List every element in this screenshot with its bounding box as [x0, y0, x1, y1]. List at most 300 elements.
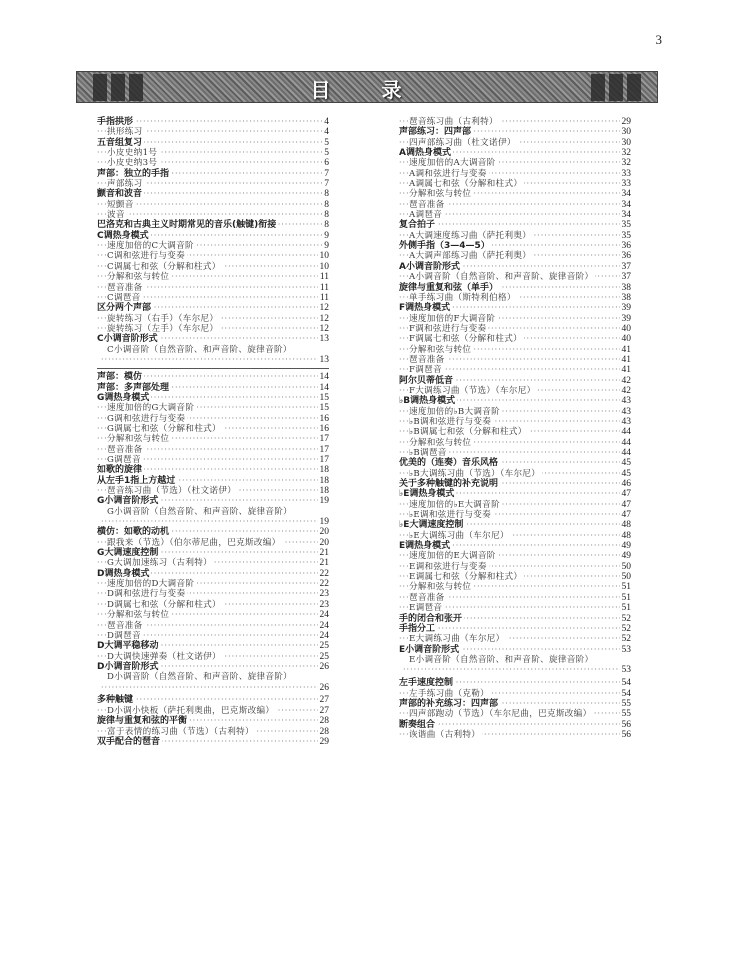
- toc-entry-page: 41: [621, 354, 631, 365]
- toc-entry[interactable]: [97, 672, 329, 682]
- toc-entry[interactable]: [399, 709, 631, 719]
- toc-entry-page: 47: [621, 499, 631, 510]
- toc-entry-page: 49: [621, 551, 631, 562]
- toc-entry-page: 33: [621, 179, 631, 190]
- toc-entry[interactable]: [97, 345, 329, 355]
- toc-entry[interactable]: [399, 407, 631, 417]
- toc-entry[interactable]: [399, 603, 631, 613]
- toc-entry[interactable]: [97, 548, 329, 558]
- toc-entry[interactable]: [399, 324, 631, 334]
- toc-entry[interactable]: [97, 414, 329, 424]
- toc-entry[interactable]: [97, 169, 329, 179]
- toc-entry-title: 旋转练习（右手）（车尔尼）: [107, 313, 219, 324]
- toc-entry-page: 7: [324, 179, 329, 190]
- toc-entry-title: 琶音准备: [107, 620, 143, 631]
- toc-entry[interactable]: [399, 438, 631, 448]
- toc-entry[interactable]: [97, 324, 329, 334]
- toc-entry-page: 27: [319, 694, 329, 705]
- toc-entry-page: 50: [621, 572, 631, 583]
- toc-entry[interactable]: [97, 527, 329, 537]
- toc-entry[interactable]: [97, 117, 329, 127]
- toc-entry[interactable]: [97, 455, 329, 465]
- toc-entry[interactable]: [97, 641, 329, 651]
- toc-entry-page: 19: [319, 517, 329, 528]
- toc-entry[interactable]: [97, 579, 329, 589]
- toc-entry-title: 声部的补充练习：四声部: [399, 698, 499, 709]
- toc-entry-page: 39: [621, 313, 631, 324]
- toc-entry-page: 44: [621, 437, 631, 448]
- toc-entry[interactable]: [399, 417, 631, 427]
- toc-entry-title: 声部：独立的手指: [97, 168, 170, 179]
- toc-entry[interactable]: [399, 231, 631, 241]
- toc-entry-title: F调琶音: [409, 365, 442, 376]
- toc-entry-page: 15: [319, 392, 329, 403]
- toc-entry-page: 53: [621, 644, 631, 655]
- toc-entry-page: 13: [319, 334, 329, 345]
- toc-left-column: [97, 117, 329, 747]
- toc-entry[interactable]: [97, 589, 329, 599]
- toc-entry[interactable]: [399, 293, 631, 303]
- toc-entry[interactable]: [399, 376, 631, 386]
- toc-entry[interactable]: [399, 510, 631, 520]
- toc-entry[interactable]: [97, 706, 329, 716]
- toc-entry-title: 颤音和波音: [97, 189, 143, 200]
- toc-entry-title: 诙谐曲（古利特）: [409, 729, 481, 740]
- toc-entry-title: 琶音练习曲（节选）（杜文诺伊）: [107, 486, 237, 497]
- toc-entry-page: 38: [621, 292, 631, 303]
- toc-entry[interactable]: [97, 631, 329, 641]
- toc-entry[interactable]: [399, 448, 631, 458]
- toc-entry-page: 27: [319, 705, 329, 716]
- toc-entry[interactable]: [97, 538, 329, 548]
- toc-entry-page: 47: [621, 489, 631, 500]
- toc-entry-title: 五音组复习: [97, 137, 143, 148]
- toc-entry[interactable]: [399, 303, 631, 313]
- toc-entry[interactable]: [97, 262, 329, 272]
- toc-entry-title: F大调练习曲（节选）（车尔尼）: [409, 385, 536, 396]
- toc-entry[interactable]: [97, 200, 329, 210]
- toc-entry[interactable]: [97, 283, 329, 293]
- toc-entry[interactable]: [97, 737, 329, 747]
- toc-entry-title: 声部练习：四声部: [399, 127, 472, 138]
- toc-entry-page: 32: [621, 158, 631, 169]
- toc-entry-page: 11: [319, 282, 329, 293]
- toc-entry-page: 24: [319, 620, 329, 631]
- toc-entry[interactable]: [97, 158, 329, 168]
- toc-entry-page: 55: [621, 709, 631, 720]
- toc-entry-page: 18: [319, 486, 329, 497]
- toc-entry-title: 旋律与重复和弦的平衡: [97, 716, 188, 727]
- toc-entry-page: 52: [621, 634, 631, 645]
- toc-entry-title: 手指分工: [399, 623, 436, 634]
- toc-entry-page: 9: [324, 230, 329, 241]
- toc-entry[interactable]: [399, 634, 631, 644]
- toc-entry[interactable]: [97, 334, 329, 344]
- toc-entry[interactable]: [97, 716, 329, 726]
- toc-entry-title: 分解和弦与转位: [409, 344, 472, 355]
- toc-entry[interactable]: [399, 551, 631, 561]
- dot-leader: [97, 210, 329, 220]
- toc-entry[interactable]: [97, 445, 329, 455]
- toc-entry[interactable]: [399, 241, 631, 251]
- toc-entry-page: 12: [319, 303, 329, 314]
- toc-entry[interactable]: [97, 683, 329, 693]
- toc-entry-title: G小调音阶形式: [97, 496, 159, 507]
- toc-entry[interactable]: [97, 486, 329, 496]
- toc-entry[interactable]: [399, 689, 631, 699]
- toc-entry[interactable]: [97, 179, 329, 189]
- toc-entry-page: 11: [319, 292, 329, 303]
- toc-entry[interactable]: [97, 517, 329, 527]
- toc-entry[interactable]: [399, 138, 631, 148]
- toc-entry[interactable]: [399, 262, 631, 272]
- toc-entry-page: 51: [621, 592, 631, 603]
- toc-entry-title: G大调加速练习（古利特）: [107, 558, 212, 569]
- toc-entry-title: 左手速度控制: [399, 677, 454, 688]
- toc-entry[interactable]: [399, 127, 631, 137]
- toc-entry-page: 33: [621, 168, 631, 179]
- toc-entry-title: E小调音阶（自然音阶、和声音阶、旋律音阶）: [409, 654, 594, 665]
- toc-entry[interactable]: [399, 148, 631, 158]
- toc-entry-page: 51: [621, 603, 631, 614]
- toc-entry-title: ♭B调和弦进行与变奏: [409, 416, 492, 427]
- toc-entry[interactable]: [97, 127, 329, 137]
- toc-entry-page: 8: [324, 199, 329, 210]
- toc-entry-title: ♭E大调练习曲（车尔尼）: [409, 530, 509, 541]
- toc-entry[interactable]: [97, 693, 329, 706]
- page-number: 3: [655, 32, 662, 47]
- toc-entry-title: 外侧手指（3—4—5）: [399, 241, 490, 252]
- toc-entry[interactable]: [97, 621, 329, 631]
- toc-entry-page: 6: [324, 158, 329, 169]
- toc-entry[interactable]: [399, 427, 631, 437]
- toc-entry-title: 分解和弦与转位: [409, 437, 472, 448]
- toc-entry-title: A小调音阶形式: [399, 261, 460, 272]
- toc-entry[interactable]: [399, 458, 631, 468]
- toc-entry-page: 19: [319, 496, 329, 507]
- toc-entry[interactable]: [399, 251, 631, 261]
- toc-entry-page: 56: [621, 719, 631, 730]
- toc-entry-title: 手指拱形: [97, 117, 134, 127]
- dot-leader: [101, 355, 329, 365]
- toc-entry[interactable]: [399, 334, 631, 344]
- toc-entry-page: 8: [324, 210, 329, 221]
- toc-entry[interactable]: [399, 272, 631, 282]
- toc-entry-page: 55: [621, 698, 631, 709]
- toc-entry-page: 21: [319, 548, 329, 559]
- toc-entry-page: 5: [324, 148, 329, 159]
- toc-entry-page: 51: [621, 582, 631, 593]
- toc-entry-title: 声部：多声部处理: [97, 382, 170, 393]
- toc-entry-title: 速度加倍的F大调音阶: [409, 313, 496, 324]
- toc-entry[interactable]: [97, 272, 329, 282]
- toc-entry-title: 横仿：如歌的动机: [97, 527, 170, 538]
- toc-entry-title: D大调快速弹奏（杜文诺伊）: [107, 651, 221, 662]
- toc-entry-page: 43: [621, 396, 631, 407]
- toc-entry-page: 36: [621, 241, 631, 252]
- toc-entry-title: ♭B调热身模式: [399, 396, 456, 407]
- toc-entry-page: 29: [319, 736, 329, 747]
- toc-entry[interactable]: [399, 500, 631, 510]
- toc-right-column: [399, 117, 631, 740]
- toc-entry-title: 复合拍子: [399, 220, 436, 231]
- toc-entry-title: 分解和弦与转位: [409, 582, 472, 593]
- toc-entry[interactable]: [399, 593, 631, 603]
- toc-entry[interactable]: [97, 293, 329, 303]
- toc-entry[interactable]: [399, 345, 631, 355]
- toc-entry-page: 15: [319, 403, 329, 414]
- toc-entry-page: 22: [319, 568, 329, 579]
- toc-entry[interactable]: [97, 662, 329, 672]
- toc-entry-page: 14: [319, 382, 329, 393]
- toc-entry-page: 54: [621, 677, 631, 688]
- toc-entry[interactable]: [97, 403, 329, 413]
- toc-entry-page: 52: [621, 623, 631, 634]
- toc-entry-title: C调和弦进行与变奏: [107, 251, 186, 262]
- toc-entry-page: 25: [319, 651, 329, 662]
- toc-entry[interactable]: [97, 558, 329, 568]
- toc-entry-page: 28: [319, 726, 329, 737]
- toc-entry-title: A大调声部练习曲（萨托利奥）: [409, 251, 532, 262]
- toc-entry-title: 如歌的旋律: [97, 465, 143, 476]
- toc-entry[interactable]: [97, 496, 329, 506]
- toc-entry-page: 17: [319, 455, 329, 465]
- toc-entry-page: 34: [621, 199, 631, 210]
- toc-entry-title: 速度加倍的♭E大调音阶: [409, 499, 500, 510]
- toc-entry[interactable]: [399, 730, 631, 740]
- toc-entry-title: 四声部跑动（节选）（车尔尼曲，巴克斯改编）: [409, 709, 592, 720]
- toc-entry-page: 37: [621, 261, 631, 272]
- toc-entry-page: 35: [621, 230, 631, 241]
- dot-leader: [101, 683, 329, 693]
- toc-entry[interactable]: [399, 365, 631, 375]
- toc-entry-title: 速度加倍的E大调音阶: [409, 551, 496, 562]
- toc-entry-page: 53: [621, 665, 631, 676]
- toc-entry-page: 16: [319, 423, 329, 434]
- toc-entry-page: 44: [621, 427, 631, 438]
- toc-entry[interactable]: [97, 210, 329, 220]
- toc-entry-title: ♭E大调速度控制: [399, 520, 464, 531]
- toc-entry[interactable]: [97, 434, 329, 444]
- toc-entry[interactable]: [97, 600, 329, 610]
- toc-entry[interactable]: [399, 283, 631, 293]
- toc-entry[interactable]: [399, 355, 631, 365]
- toc-entry-page: 28: [319, 716, 329, 727]
- toc-entry[interactable]: [399, 220, 631, 230]
- toc-entry-page: 7: [324, 168, 329, 179]
- toc-entry-page: 18: [319, 475, 329, 486]
- toc-entry[interactable]: [97, 231, 329, 241]
- toc-entry[interactable]: [97, 424, 329, 434]
- toc-entry-page: 5: [324, 137, 329, 148]
- toc-entry-page: 38: [621, 282, 631, 293]
- toc-entry-title: E调属七和弦（分解和柱式）: [409, 572, 523, 583]
- toc-entry-title: ♭B调琶音: [409, 448, 447, 458]
- toc-entry-title: 速度加倍的C大调音阶: [107, 241, 194, 252]
- toc-entry-title: 双手配合的琶音: [97, 736, 161, 747]
- toc-entry-title: 手的闭合和张开: [399, 613, 463, 624]
- toc-entry-page: 37: [621, 272, 631, 283]
- toc-entry[interactable]: [399, 158, 631, 168]
- toc-entry-title: D调和弦进行与变奏: [107, 589, 186, 600]
- toc-entry-page: 30: [621, 137, 631, 148]
- toc-entry-title: 声部：模仿: [97, 372, 143, 383]
- toc-entry-title: D调属七和弦（分解和柱式）: [107, 599, 221, 610]
- toc-entry[interactable]: [399, 469, 631, 479]
- toc-entry-title: 左手练习曲（克勒）: [409, 688, 490, 699]
- toc-entry[interactable]: [399, 624, 631, 634]
- toc-entry-title: D大调平稳移动: [97, 641, 159, 652]
- toc-entry-title: 巴洛克和古典主义时期常见的音乐(触键)衔接: [97, 220, 277, 231]
- toc-entry[interactable]: [399, 531, 631, 541]
- toc-entry[interactable]: [399, 386, 631, 396]
- toc-entry[interactable]: [97, 251, 329, 261]
- toc-entry[interactable]: [97, 303, 329, 313]
- toc-entry-title: A调琶音: [409, 210, 443, 221]
- toc-entry-title: D调琶音: [107, 630, 141, 641]
- toc-entry-page: 26: [319, 682, 329, 693]
- toc-entry-title: G大调速度控制: [97, 548, 159, 559]
- toc-entry-title: ♭E调和弦进行与变奏: [409, 510, 492, 521]
- toc-entry-title: 波音: [107, 210, 125, 221]
- toc-entry-page: 43: [621, 416, 631, 427]
- toc-entry[interactable]: [97, 314, 329, 324]
- toc-entry-title: G调热身模式: [97, 392, 150, 403]
- toc-entry[interactable]: [97, 383, 329, 393]
- toc-entry-page: 17: [319, 434, 329, 445]
- toc-entry[interactable]: [97, 393, 329, 403]
- toc-entry-title: F调属七和弦（分解和柱式）: [409, 334, 522, 345]
- toc-entry-title: 拱形练习: [107, 127, 143, 138]
- toc-entry-title: E调和弦进行与变奏: [409, 561, 487, 572]
- toc-entry-page: 32: [621, 148, 631, 159]
- toc-entry[interactable]: [399, 699, 631, 709]
- toc-entry-page: 17: [319, 444, 329, 455]
- toc-entry[interactable]: [97, 241, 329, 251]
- toc-entry-page: 16: [319, 413, 329, 424]
- toc-entry-page: 13: [319, 354, 329, 365]
- toc-entry-page: 22: [319, 579, 329, 590]
- toc-entry-title: 声部练习: [107, 179, 143, 190]
- toc-entry[interactable]: [97, 507, 329, 517]
- toc-entry-page: 41: [621, 344, 631, 355]
- toc-entry-title: 多种触键: [97, 694, 134, 705]
- toc-entry[interactable]: [399, 520, 631, 530]
- toc-entry-title: E大调练习曲（车尔尼）: [409, 634, 505, 645]
- toc-entry-title: F调和弦进行与变奏: [409, 323, 487, 334]
- toc-entry[interactable]: [97, 569, 329, 579]
- toc-entry-page: 20: [319, 537, 329, 548]
- toc-entry[interactable]: [399, 614, 631, 624]
- toc-entry[interactable]: [97, 652, 329, 662]
- toc-entry-title: 区分两个声部: [97, 303, 152, 314]
- toc-entry-title: A大调速度练习曲（萨托利奥）: [409, 230, 532, 241]
- toc-entry-title: 速度加倍的G大调音阶: [107, 403, 195, 414]
- toc-entry[interactable]: [399, 314, 631, 324]
- toc-entry-page: 36: [621, 251, 631, 262]
- toc-entry-title: ♭E调热身模式: [399, 489, 455, 500]
- toc-entry-title: G调和弦进行与变奏: [107, 413, 186, 424]
- toc-entry[interactable]: [97, 372, 329, 382]
- toc-entry[interactable]: [399, 676, 631, 689]
- toc-entry-title: F调热身模式: [399, 303, 451, 314]
- toc-entry-title: E调热身模式: [399, 541, 451, 552]
- toc-entry[interactable]: [399, 210, 631, 220]
- toc-entry[interactable]: [399, 572, 631, 582]
- toc-entry[interactable]: [97, 148, 329, 158]
- toc-entry-page: 23: [319, 589, 329, 600]
- toc-entry-page: 21: [319, 558, 329, 569]
- toc-entry-title: 琶音准备: [409, 592, 445, 603]
- toc-entry[interactable]: [399, 117, 631, 127]
- toc-entry[interactable]: [399, 200, 631, 210]
- toc-entry-title: 速度加倍的D大调音阶: [107, 579, 195, 590]
- toc-entry-title: E调琶音: [409, 603, 443, 614]
- toc-entry[interactable]: [399, 582, 631, 592]
- toc-entry[interactable]: [399, 396, 631, 406]
- toc-entry[interactable]: [399, 645, 631, 655]
- toc-entry-title: D小调音阶（自然音阶、和声音阶、旋律音阶）: [107, 672, 293, 683]
- toc-entry-page: 42: [621, 385, 631, 396]
- toc-entry-title: A调和弦进行与变奏: [409, 168, 487, 179]
- toc-entry-title: 速度加倍的♭B大调音阶: [409, 406, 501, 417]
- toc-entry[interactable]: [97, 610, 329, 620]
- toc-entry-title: A小调音阶（自然音阶、和声音阶、旋律音阶）: [409, 272, 594, 283]
- toc-entry-page: 12: [319, 323, 329, 334]
- toc-entry-title: ♭B大调练习曲（节选）（车尔尼）: [409, 468, 541, 479]
- toc-entry-title: 分解和弦与转位: [409, 189, 472, 200]
- toc-entry-page: 45: [621, 458, 631, 469]
- toc-entry[interactable]: [399, 541, 631, 551]
- toc-entry-page: 26: [319, 661, 329, 672]
- toc-entry[interactable]: [399, 665, 631, 675]
- toc-entry-title: 断奏组合: [399, 719, 436, 730]
- toc-entry[interactable]: [97, 189, 329, 199]
- toc-entry[interactable]: [399, 489, 631, 499]
- toc-entry[interactable]: [97, 355, 329, 365]
- toc-entry-page: 10: [319, 261, 329, 272]
- toc-entry[interactable]: [399, 479, 631, 489]
- toc-entry-title: A调属七和弦（分解和柱式）: [409, 179, 523, 190]
- toc-entry-page: 49: [621, 541, 631, 552]
- toc-entry[interactable]: [97, 727, 329, 737]
- toc-entry[interactable]: [97, 476, 329, 486]
- toc-entry-page: 50: [621, 561, 631, 572]
- toc-entry[interactable]: [399, 720, 631, 730]
- toc-entry-page: 48: [621, 530, 631, 541]
- toc-entry[interactable]: [97, 220, 329, 230]
- toc-entry-page: 24: [319, 610, 329, 621]
- toc-entry-title: 从左手1指上方越过: [97, 475, 176, 486]
- toc-entry[interactable]: [97, 138, 329, 148]
- toc-entry-title: 优美的（连奏）音乐风格: [399, 458, 499, 469]
- toc-entry[interactable]: [399, 169, 631, 179]
- toc-entry[interactable]: [399, 655, 631, 665]
- toc-entry-page: 41: [621, 365, 631, 376]
- toc-entry-page: 8: [324, 189, 329, 200]
- toc-entry-page: 30: [621, 127, 631, 138]
- dot-leader: [101, 517, 329, 527]
- toc-entry-page: 29: [621, 117, 631, 127]
- toc-entry-page: 52: [621, 613, 631, 624]
- toc-entry[interactable]: [97, 465, 329, 475]
- toc-entry-page: 11: [319, 272, 329, 283]
- toc-entry-page: 25: [319, 641, 329, 652]
- toc-entry[interactable]: [399, 189, 631, 199]
- toc-entry[interactable]: [399, 562, 631, 572]
- toc-entry[interactable]: [399, 179, 631, 189]
- toc-entry-title: 小皮史纳3号: [107, 158, 158, 169]
